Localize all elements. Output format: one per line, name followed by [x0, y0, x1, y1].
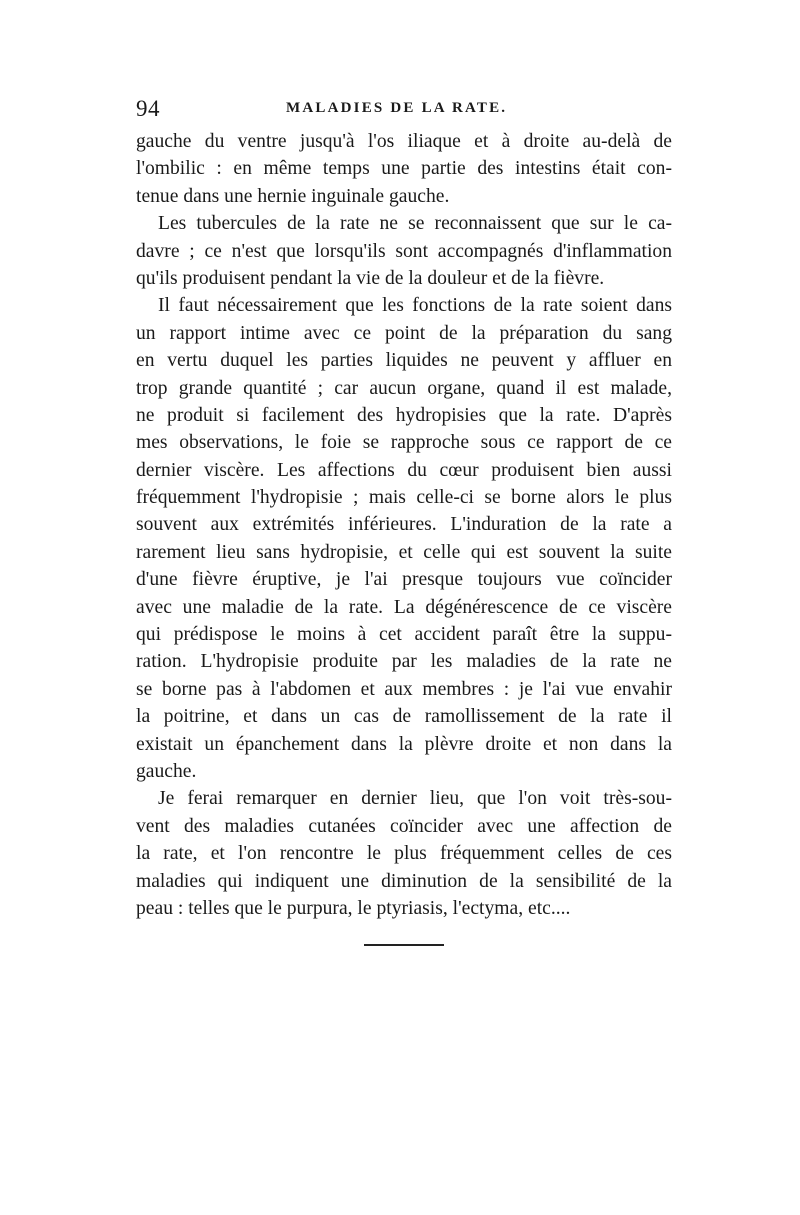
- text-line: avec une maladie de la rate. La dégénérescence de ce viscère: [136, 596, 672, 618]
- text-line: en vertu duquel les parties liquides ne peuvent y affluer en: [136, 350, 672, 372]
- paragraph: [136, 128, 672, 210]
- text-line: trop grande quantité ; car aucun organe, quand il est malade,: [136, 377, 672, 399]
- text-line: fréquemment l'hydropisie ; mais celle-ci se borne alors le plus: [136, 487, 672, 509]
- text-line: rarement lieu sans hydropisie, et celle qui est souvent la suite: [136, 541, 672, 563]
- text-line: Les tubercules de la rate ne se reconnaissent que sur le ca-: [158, 213, 672, 235]
- text-line: un rapport intime avec ce point de la préparation du sang: [136, 322, 672, 344]
- text-line: souvent aux extrémités inférieures. L'induration de la rate a: [136, 514, 672, 536]
- text-line: vent des maladies cutanées coïncider avec une affection de: [136, 815, 672, 837]
- text-line: davre ; ce n'est que lorsqu'ils sont accompagnés d'inflammation: [136, 240, 672, 262]
- text-line: existait un épanchement dans la plèvre droite et non dans la: [136, 733, 672, 755]
- text-line: gauche du ventre jusqu'à l'os iliaque et à droite au-delà de: [136, 131, 672, 152]
- text-line: la poitrine, et dans un cas de ramollissement de la rate il: [136, 706, 672, 728]
- running-title: MALADIES DE LA RATE.: [286, 100, 508, 116]
- page-header: [136, 96, 672, 124]
- text-line: ration. L'hydropisie produite par les maladies de la rate ne: [136, 651, 672, 673]
- text-line: la rate, et l'on rencontre le plus fréquemment celles de ces: [136, 843, 672, 865]
- text-line: maladies qui indiquent une diminution de la sensibilité de la: [136, 870, 672, 892]
- text-line: qui prédispose le moins à cet accident paraît être la suppu-: [136, 624, 672, 646]
- paragraph: [136, 210, 672, 292]
- text-line: tenue dans une hernie inguinale gauche.: [136, 185, 450, 207]
- text-line: gauche.: [136, 760, 197, 782]
- text-line: dernier viscère. Les affections du cœur produisent bien aussi: [136, 459, 672, 481]
- text-line: l'ombilic : en même temps une partie des intestins était con-: [136, 158, 672, 180]
- end-rule: [364, 944, 444, 946]
- text-line: Je ferai remarquer en dernier lieu, que l'on voit très-sou-: [158, 788, 672, 810]
- text-line: mes observations, le foie se rapproche sous ce rapport de ce: [136, 432, 672, 454]
- text-line: peau : telles que le purpura, le ptyriasis, l'ectyma, etc....: [136, 897, 571, 919]
- text-line: Il faut nécessairement que les fonctions de la rate soient dans: [158, 295, 672, 317]
- paragraph: [136, 785, 672, 922]
- body-text: [136, 128, 672, 922]
- text-line: ne produit si facilement des hydropisies que la rate. D'après: [136, 404, 672, 426]
- page-number: 94: [136, 96, 160, 121]
- text-line: d'une fièvre éruptive, je l'ai presque toujours vue coïncider: [136, 569, 672, 591]
- text-line: se borne pas à l'abdomen et aux membres : je l'ai vue envahir: [136, 678, 672, 700]
- text-line: qu'ils produisent pendant la vie de la douleur et de la fièvre.: [136, 267, 605, 289]
- paragraph: [136, 292, 672, 785]
